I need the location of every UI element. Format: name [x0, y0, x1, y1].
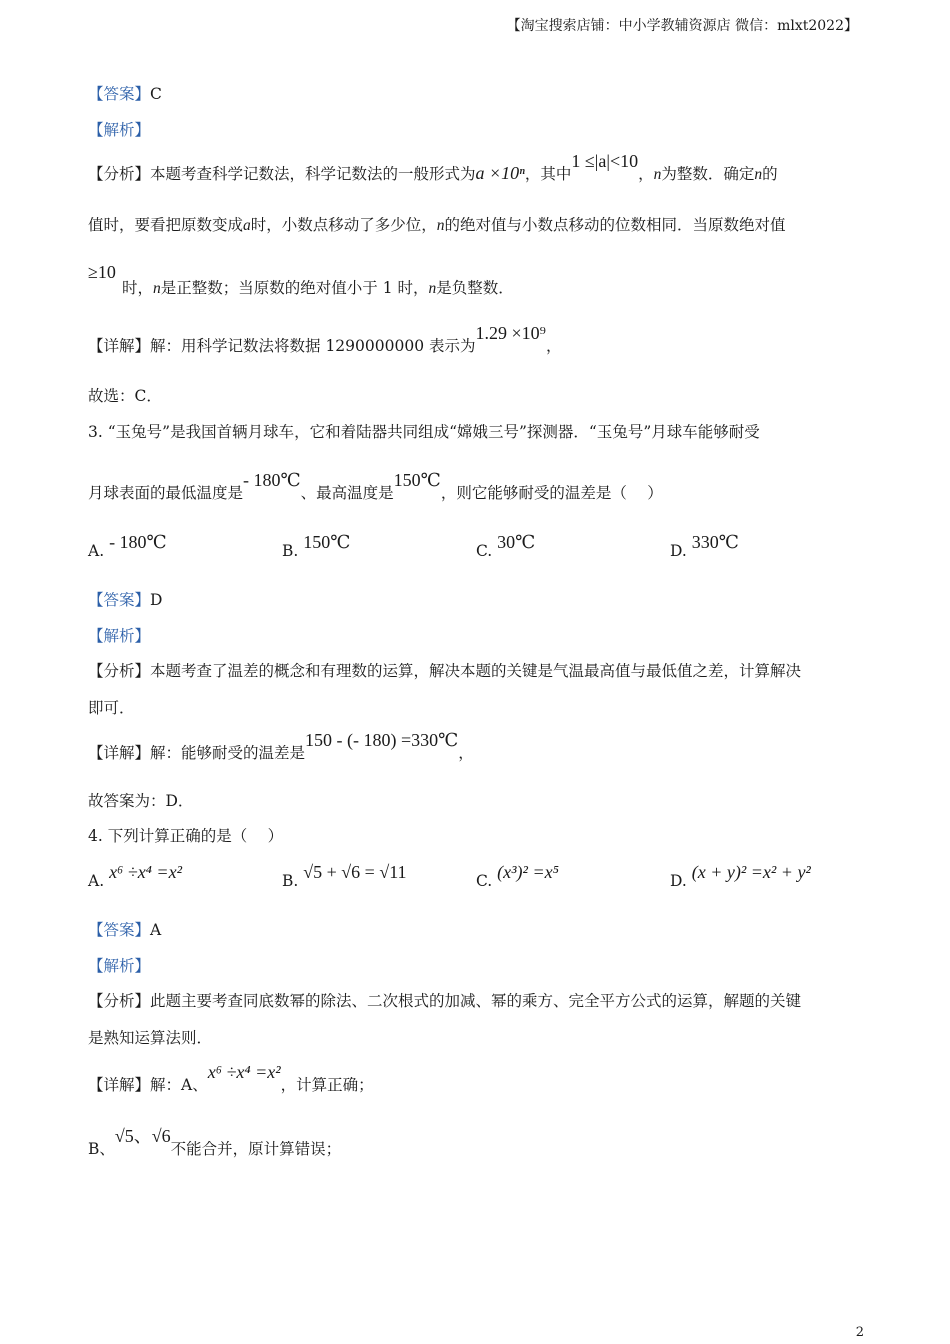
option-value: 30℃	[497, 532, 536, 552]
math-ge10-text: ≥10	[88, 262, 116, 282]
math-detail: 1.29 ×10⁹	[475, 323, 546, 343]
math-sci-form: a ×10ⁿ	[475, 163, 525, 183]
detail-tag: 【详解】	[88, 337, 151, 355]
stem-text: 月球表面的最低温度是	[88, 484, 244, 502]
fenxi-text: 是负整数．	[436, 279, 514, 297]
answer-value: A	[150, 921, 162, 939]
fenxi-text: 为整数．确定	[661, 165, 755, 183]
fenxi-text: 此题主要考查同底数幂的除法、二次根式的加减、幂的乘方、完全平方公式的运算，解题的关键	[150, 992, 802, 1010]
detail-text: ，	[458, 744, 474, 762]
option-b[interactable]	[282, 862, 407, 890]
option-value: 150℃	[303, 532, 351, 552]
math-temp-low: - 180℃	[243, 470, 301, 490]
option-label: A.	[88, 872, 105, 890]
answer-value: D	[150, 591, 163, 609]
fenxi-line-1	[88, 659, 801, 681]
analysis-label: 【解析】	[88, 957, 151, 975]
question-3-stem-2	[88, 470, 663, 503]
fenxi-line-1	[88, 989, 801, 1011]
answer-line	[88, 918, 161, 940]
fenxi-tag: 【分析】	[88, 165, 151, 183]
answer-tag: 【答案】	[88, 591, 151, 609]
fenxi-paragraph-line-3	[122, 276, 514, 298]
var-n: n	[153, 280, 161, 297]
fenxi-tag: 【分析】	[88, 662, 151, 680]
option-d[interactable]	[670, 532, 739, 560]
option-label: B.	[282, 872, 299, 890]
answer-line	[88, 82, 162, 104]
option-label: A.	[88, 542, 105, 560]
fenxi-text: 时，小数点移动了多少位，	[250, 216, 437, 234]
question-3-stem-1: 3. “玉兔号”是我国首辆月球车，它和着陆器共同组成“嫦娥三号”探测器．“玉兔号”月球车能够耐受	[88, 423, 760, 441]
detail-text: 解：用科学记数法将数据 1290000000 表示为	[150, 337, 476, 355]
analysis-tag	[88, 624, 150, 646]
var-n: n	[436, 217, 445, 234]
analysis-tag	[88, 118, 150, 140]
fenxi-text: 是正整数；当原数的绝对值小于 1 时，	[160, 279, 429, 297]
math-detail: √5、√6	[114, 1126, 171, 1146]
option-a[interactable]	[88, 532, 167, 560]
math-detail: x⁶ ÷x⁴ =x²	[207, 1062, 281, 1082]
detail-text: 不能合并，原计算错误；	[170, 1140, 342, 1158]
option-value: (x + y)² =x² + y²	[691, 862, 811, 882]
math-detail: 150 - (- 180) =330℃	[305, 730, 459, 750]
fenxi-text: 时，	[122, 279, 154, 297]
fenxi-text: ，	[638, 165, 654, 183]
option-d[interactable]	[670, 862, 811, 890]
stem-text: 、最高温度是	[300, 484, 394, 502]
option-value: x⁶ ÷x⁴ =x²	[109, 862, 182, 882]
detail-text: B、	[88, 1140, 115, 1158]
detail-line	[88, 323, 562, 356]
option-b[interactable]	[282, 532, 351, 560]
var-n: n	[754, 166, 763, 183]
detail-tag: 【详解】	[88, 744, 151, 762]
question-4-stem: 4. 下列计算正确的是（ ）	[88, 827, 284, 845]
fenxi-text: 本题考查了温差的概念和有理数的运算，解决本题的关键是气温最高值与最低值之差，计算解决	[150, 662, 802, 680]
fenxi-text: 的	[762, 165, 778, 183]
stem-text: ，则它能够耐受的温差是（ ）	[440, 484, 663, 502]
option-value: (x³)² =x⁵	[497, 862, 559, 882]
fenxi-text: ，其中	[524, 165, 572, 183]
fenxi-paragraph-line-1	[88, 151, 778, 184]
conclusion-line: 故答案为：D．	[88, 792, 194, 810]
var-n: n	[428, 280, 437, 297]
detail-tag: 【详解】	[88, 1076, 151, 1094]
var-n: n	[653, 166, 662, 183]
analysis-label: 【解析】	[88, 121, 151, 139]
detail-line	[88, 1062, 374, 1095]
option-label: D.	[670, 872, 687, 890]
option-a[interactable]	[88, 862, 182, 890]
conclusion-line: 故选：C．	[88, 387, 162, 405]
option-label: C.	[476, 872, 493, 890]
fenxi-line-2: 是熟知运算法则．	[88, 1029, 213, 1047]
page-header: 【淘宝搜索店铺：中小学教辅资源店 微信：mlxt2022】	[506, 18, 858, 34]
math-range: 1 ≤|a|<10	[571, 151, 639, 171]
option-label: D.	[670, 542, 687, 560]
detail-line	[88, 730, 474, 763]
analysis-tag	[88, 954, 150, 976]
fenxi-paragraph-line-2	[88, 213, 786, 235]
option-label: B.	[282, 542, 299, 560]
detail-b-line	[88, 1126, 342, 1160]
option-c[interactable]	[476, 862, 559, 890]
detail-text: 解：能够耐受的温差是	[150, 744, 306, 762]
var-a: a	[243, 217, 251, 234]
math-ge10	[88, 262, 116, 283]
detail-text: 解：A、	[150, 1076, 208, 1094]
analysis-label: 【解析】	[88, 627, 151, 645]
option-label: C.	[476, 542, 493, 560]
fenxi-text: 值时，要看把原数变成	[88, 216, 244, 234]
fenxi-text: 本题考查科学记数法，科学记数法的一般形式为	[150, 165, 476, 183]
answer-tag: 【答案】	[88, 921, 151, 939]
fenxi-line-2: 即可．	[88, 699, 135, 717]
answer-tag: 【答案】	[88, 85, 151, 103]
option-c[interactable]	[476, 532, 536, 560]
option-value: √5 + √6 = √11	[303, 862, 407, 882]
answer-value: C	[150, 85, 162, 103]
detail-text: ，计算正确；	[280, 1076, 374, 1094]
option-value: - 180℃	[109, 532, 167, 552]
math-temp-high: 150℃	[393, 470, 441, 490]
detail-text: ，	[545, 337, 562, 355]
fenxi-tag: 【分析】	[88, 992, 151, 1010]
page-number: 2	[855, 1325, 864, 1340]
answer-line	[88, 588, 162, 610]
option-value: 330℃	[691, 532, 739, 552]
fenxi-text: 的绝对值与小数点移动的位数相同．当原数绝对值	[444, 216, 786, 234]
